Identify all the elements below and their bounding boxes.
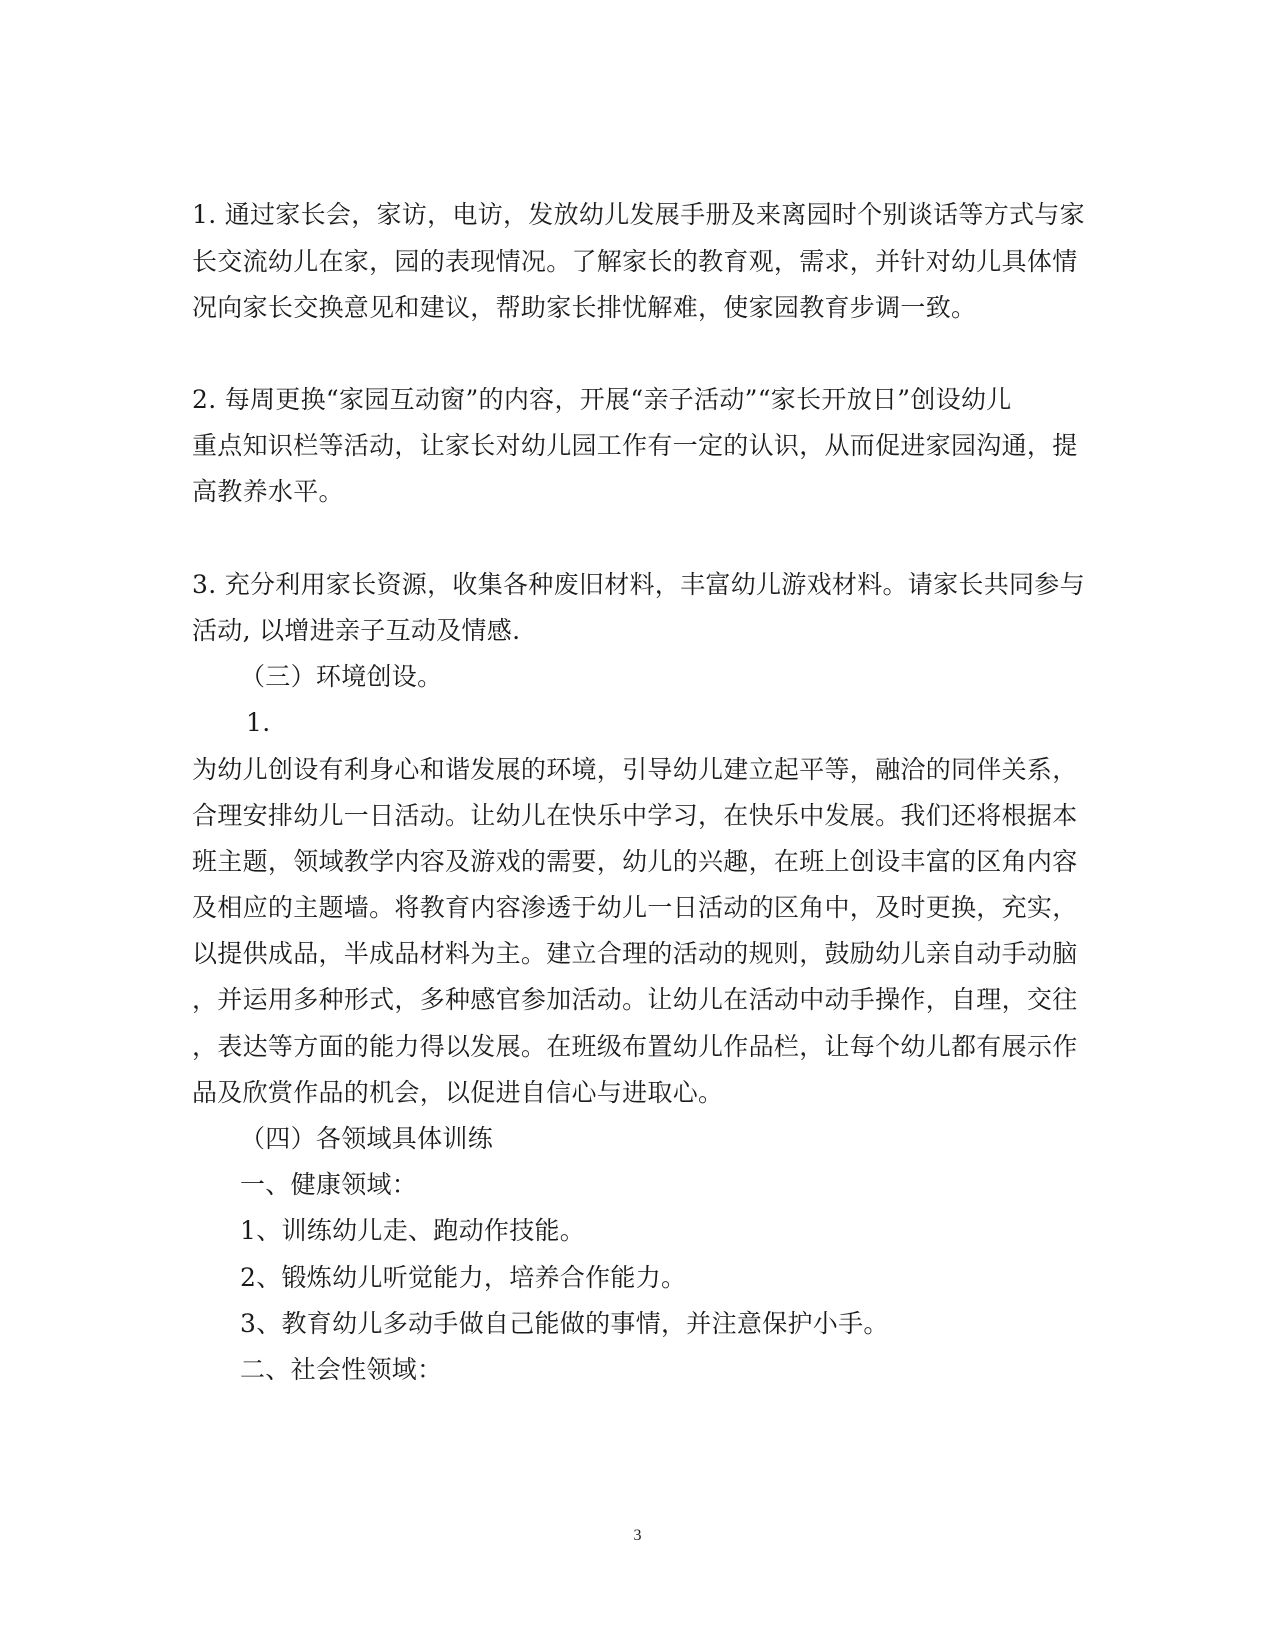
paragraph-1-line-3: 况向家长交换意见和建议，帮助家长排忧解难，使家园教育步调一致。 [192,293,977,322]
section-3-line-2: 合理安排幼儿一日活动。让幼儿在快乐中学习，在快乐中发展。我们还将根据本 [192,801,1078,830]
paragraph-2-line-3: 高教养水平。 [192,477,344,506]
section-3-line-1: 为幼儿创设有利身心和谐发展的环境，引导幼儿建立起平等，融洽的同伴关系， [192,755,1078,784]
health-item-2: 2、锻炼幼儿听觉能力，培养合作能力。 [240,1263,687,1292]
health-item-3: 3、教育幼儿多动手做自己能做的事情，并注意保护小手。 [240,1309,889,1338]
section-3-line-5: 以提供成品，半成品材料为主。建立合理的活动的规则，鼓励幼儿亲自动手动脑 [192,939,1078,968]
paragraph-2-line-1: 2. 每周更换“家园互动窗”的内容，开展“亲子活动”“家长开放日”创设幼儿 [192,385,1012,414]
paragraph-1-line-1: 1. 通过家长会，家访，电访，发放幼儿发展手册及来离园时个别谈话等方式与家 [192,200,1085,229]
section-3-line-3: 班主题，领域教学内容及游戏的需要，幼儿的兴趣，在班上创设丰富的区角内容 [192,847,1078,876]
paragraph-1-line-2: 长交流幼儿在家，园的表现情况。了解家长的教育观，需求，并针对幼儿具体情 [192,247,1078,276]
social-domain-heading: 二、社会性领域： [240,1355,443,1384]
section-3-item-number: 1. [246,708,271,737]
page-number: 3 [633,1527,642,1544]
section-3-line-4: 及相应的主题墙。将教育内容渗透于幼儿一日活动的区角中，及时更换，充实， [192,893,1078,922]
section-3-line-8: 品及欣赏作品的机会，以促进自信心与进取心。 [192,1078,724,1107]
paragraph-2-line-2: 重点知识栏等活动，让家长对幼儿园工作有一定的认识，从而促进家园沟通，提 [192,431,1078,460]
section-3-heading: （三）环境创设。 [240,662,443,691]
section-4-heading: （四）各领域具体训练 [240,1124,494,1153]
health-domain-heading: 一、健康领域： [240,1170,418,1199]
health-item-1: 1、训练幼儿走、跑动作技能。 [240,1216,586,1245]
section-3-line-7: ，表达等方面的能力得以发展。在班级布置幼儿作品栏，让每个幼儿都有展示作 [192,1032,1078,1061]
section-3-line-6: ，并运用多种形式，多种感官参加活动。让幼儿在活动中动手操作，自理，交往 [192,985,1078,1014]
paragraph-3-line-1: 3. 充分利用家长资源，收集各种废旧材料，丰富幼儿游戏材料。请家长共同参与 [192,570,1085,599]
paragraph-3-line-2: 活动, 以增进亲子互动及情感. [192,616,521,645]
